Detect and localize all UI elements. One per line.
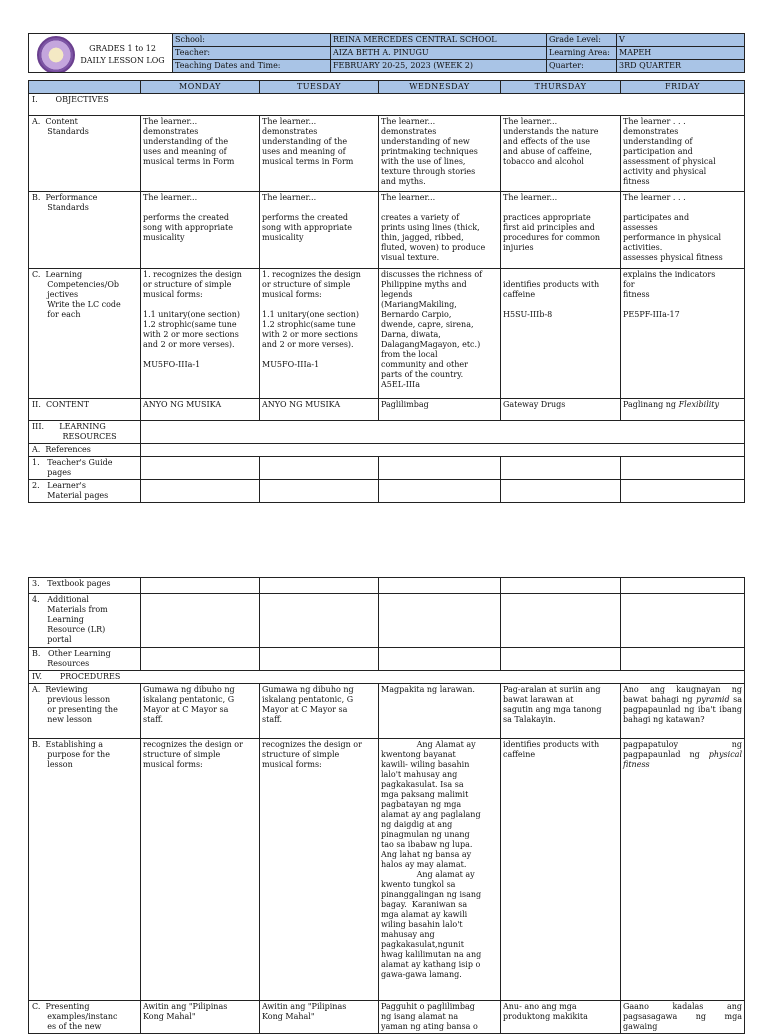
- reviewing-monday: Gumawa ng dibuho ng iskalang pentatonic, G Mayor at C Mayor sa staff.: [141, 684, 260, 739]
- content-monday: ANYO NG MUSIKA: [141, 399, 260, 421]
- competencies-tuesday: 1. recognizes the design or structure of simple musical forms: 1.1 unitary(one section) 1.2 strophic(same tune with 2 or more sections and 2 or more verses). MU5FO-IIIa-1: [260, 269, 379, 399]
- am-tuesday: [260, 594, 379, 648]
- competencies-thursday: identifies products with caffeine H5SU-IIIb-8: [501, 269, 621, 399]
- content-standards-friday: The learner . . . demonstrates understanding of participation and assessment of physical activity and physical fitness: [621, 116, 745, 192]
- day-wednesday: WEDNESDAY: [379, 81, 501, 94]
- day-thursday: THURSDAY: [501, 81, 621, 94]
- lm-wednesday: [379, 480, 501, 503]
- tg-wednesday: [379, 457, 501, 480]
- title-line2: DAILY LESSON LOG: [80, 56, 165, 65]
- presenting-label: C. Presenting examples/instanc es of the new: [29, 1001, 141, 1034]
- competencies-monday: 1. recognizes the design or structure of simple musical forms: 1.1 unitary(one section) 1.2 strophic(same tune with 2 or more sections and 2 or more verses). MU5FO-IIIa-1: [141, 269, 260, 399]
- grade-value: V: [617, 34, 745, 47]
- purpose-wednesday: Ang Alamat ay kwentong bayanat kawili- wiling basahin lalo't mahusay ang pagkakasulat. Isa sa mga paksang malimit pagbatayan ng mga alamat ay ang paglalang ng daigdig at ang pinagmulan ng unang tao sa ibabaw ng lupa. Ang lahat ng bansa ay halos ay may alamat. Ang alamat ay kwento tungkol sa pinanggalingan ng isang bagay. Karaniwan sa mga alamat ay kawili wiling basahin lalo't mahusay ang pagkakasulat,ngunit hwag kalilimutan na ang alamat ay kathang isip o gawa-gawa lamang.: [379, 739, 501, 1001]
- reviewing-friday: Ano ang kaugnayan ng bawat bahagi ng pyramid sa pagpapaunlad ng iba't ibang bahagi ng katawan?: [621, 684, 745, 739]
- procedures-heading: IV. PROCEDURES: [29, 671, 745, 684]
- lm-tuesday: [260, 480, 379, 503]
- or-friday: [621, 648, 745, 671]
- lm-thursday: [501, 480, 621, 503]
- tb-monday: [141, 578, 260, 594]
- competencies-friday: explains the indicators for fitness PE5PF-IIIa-17: [621, 269, 745, 399]
- school-label: School:: [173, 34, 331, 47]
- am-monday: [141, 594, 260, 648]
- teacher-value: AIZA BETH A. PINUGU: [331, 47, 547, 60]
- tb-wednesday: [379, 578, 501, 594]
- references-label: A. References: [29, 444, 141, 457]
- school-value: REINA MERCEDES CENTRAL SCHOOL: [331, 34, 547, 47]
- tg-thursday: [501, 457, 621, 480]
- tg-monday: [141, 457, 260, 480]
- quarter-value: 3RD QUARTER: [617, 60, 745, 73]
- purpose-thursday: identifies products with caffeine: [501, 739, 621, 1001]
- content-standards-tuesday: The learner... demonstrates understanding of the uses and meaning of musical terms in Form: [260, 116, 379, 192]
- dates-value: FEBRUARY 20-25, 2023 (WEEK 2): [331, 60, 547, 73]
- title-cell: [29, 34, 173, 73]
- day-monday: MONDAY: [141, 81, 260, 94]
- additional-materials-label: 4. Additional Materials from Learning Resource (LR) portal: [29, 594, 141, 648]
- competencies-label: C. Learning Competencies/Ob jectives Write the LC code for each: [29, 269, 141, 399]
- dates-label: Teaching Dates and Time:: [173, 60, 331, 73]
- learners-material-label: 2. Learner's Material pages: [29, 480, 141, 503]
- content-wednesday: Paglilimbag: [379, 399, 501, 421]
- am-thursday: [501, 594, 621, 648]
- lm-friday: [621, 480, 745, 503]
- deped-seal-icon: [37, 36, 71, 70]
- lesson-table-page1: [28, 80, 745, 503]
- presenting-wednesday: Pagguhit o paglilimbag ng isang alamat na yaman ng ating bansa o: [379, 1001, 501, 1034]
- performance-thursday: The learner... practices appropriate first aid principles and procedures for common injuries: [501, 192, 621, 269]
- quarter-label: Quarter:: [547, 60, 617, 73]
- content-friday: Paglinang ng Flexibility: [621, 399, 745, 421]
- content-standards-thursday: The learner... understands the nature and effects of the use and abuse of caffeine, tobacco and alcohol: [501, 116, 621, 192]
- objectives-heading: I. OBJECTIVES: [29, 94, 745, 116]
- reviewing-wednesday: Magpakita ng larawan.: [379, 684, 501, 739]
- performance-tuesday: The learner... performs the created song with appropriate musicality: [260, 192, 379, 269]
- day-tuesday: TUESDAY: [260, 81, 379, 94]
- tg-friday: [621, 457, 745, 480]
- content-standards-wednesday: The learner... demonstrates understanding of new printmaking techniques with the use of lines, texture through stories and myths.: [379, 116, 501, 192]
- header-table: [28, 33, 745, 73]
- purpose-tuesday: recognizes the design or structure of simple musical forms:: [260, 739, 379, 1001]
- lm-monday: [141, 480, 260, 503]
- purpose-label: B. Establishing a purpose for the lesson: [29, 739, 141, 1001]
- tb-thursday: [501, 578, 621, 594]
- tg-tuesday: [260, 457, 379, 480]
- reviewing-tuesday: Gumawa ng dibuho ng iskalang pentatonic, G Mayor at C Mayor sa staff.: [260, 684, 379, 739]
- presenting-tuesday: Awitin ang "Pilipinas Kong Mahal": [260, 1001, 379, 1034]
- teacher-label: Teacher:: [173, 47, 331, 60]
- learning-resources-label: III. LEARNING RESOURCES: [29, 421, 141, 444]
- area-value: MAPEH: [617, 47, 745, 60]
- other-resources-label: B. Other Learning Resources: [29, 648, 141, 671]
- grade-label: Grade Level:: [547, 34, 617, 47]
- content-label: II. CONTENT: [29, 399, 141, 421]
- presenting-monday: Awitin ang "Pilipinas Kong Mahal": [141, 1001, 260, 1034]
- purpose-monday: recognizes the design or structure of simple musical forms:: [141, 739, 260, 1001]
- content-standards-monday: The learner... demonstrates understanding of the uses and meaning of musical terms in Form: [141, 116, 260, 192]
- or-monday: [141, 648, 260, 671]
- corner-cell: [29, 81, 141, 94]
- reviewing-label: A. Reviewing previous lesson or presenting the new lesson: [29, 684, 141, 739]
- presenting-friday: Gaano kadalas ang pagsasagawa ng mga gawaing: [621, 1001, 745, 1034]
- am-wednesday: [379, 594, 501, 648]
- reviewing-thursday: Pag-aralan at suriin ang bawat larawan at sagutin ang mga tanong sa Talakayin.: [501, 684, 621, 739]
- or-tuesday: [260, 648, 379, 671]
- tb-tuesday: [260, 578, 379, 594]
- performance-friday: The learner . . . participates and assesses performance in physical activities. assesses physical fitness: [621, 192, 745, 269]
- lesson-table-page2: [28, 577, 745, 1034]
- content-thursday: Gateway Drugs: [501, 399, 621, 421]
- references-cell: [141, 444, 745, 457]
- tb-friday: [621, 578, 745, 594]
- or-thursday: [501, 648, 621, 671]
- content-tuesday: ANYO NG MUSIKA: [260, 399, 379, 421]
- content-standards-label: A. Content Standards: [29, 116, 141, 192]
- performance-wednesday: The learner... creates a variety of prints using lines (thick, thin, jagged, ribbed, fluted, woven) to produce visual texture.: [379, 192, 501, 269]
- day-friday: FRIDAY: [621, 81, 745, 94]
- or-wednesday: [379, 648, 501, 671]
- title-line1: GRADES 1 to 12: [89, 44, 156, 53]
- area-label: Learning Area:: [547, 47, 617, 60]
- competencies-wednesday: discusses the richness of Philippine myths and legends (MariangMakiling, Bernardo Carpio, dwende, capre, sirena, Darna, diwata, DalagangMagayon, etc.) from the local community and other parts of the country. A5EL-IIIa: [379, 269, 501, 399]
- purpose-friday: pagpapatuloy ng pagpapaunlad ng physical fitness: [621, 739, 745, 1001]
- presenting-thursday: Anu- ano ang mga produktong makikita: [501, 1001, 621, 1034]
- am-friday: [621, 594, 745, 648]
- performance-standards-label: B. Performance Standards: [29, 192, 141, 269]
- teachers-guide-label: 1. Teacher's Guide pages: [29, 457, 141, 480]
- learning-resources-cell: [141, 421, 745, 444]
- textbook-label: 3. Textbook pages: [29, 578, 141, 594]
- performance-monday: The learner... performs the created song with appropriate musicality: [141, 192, 260, 269]
